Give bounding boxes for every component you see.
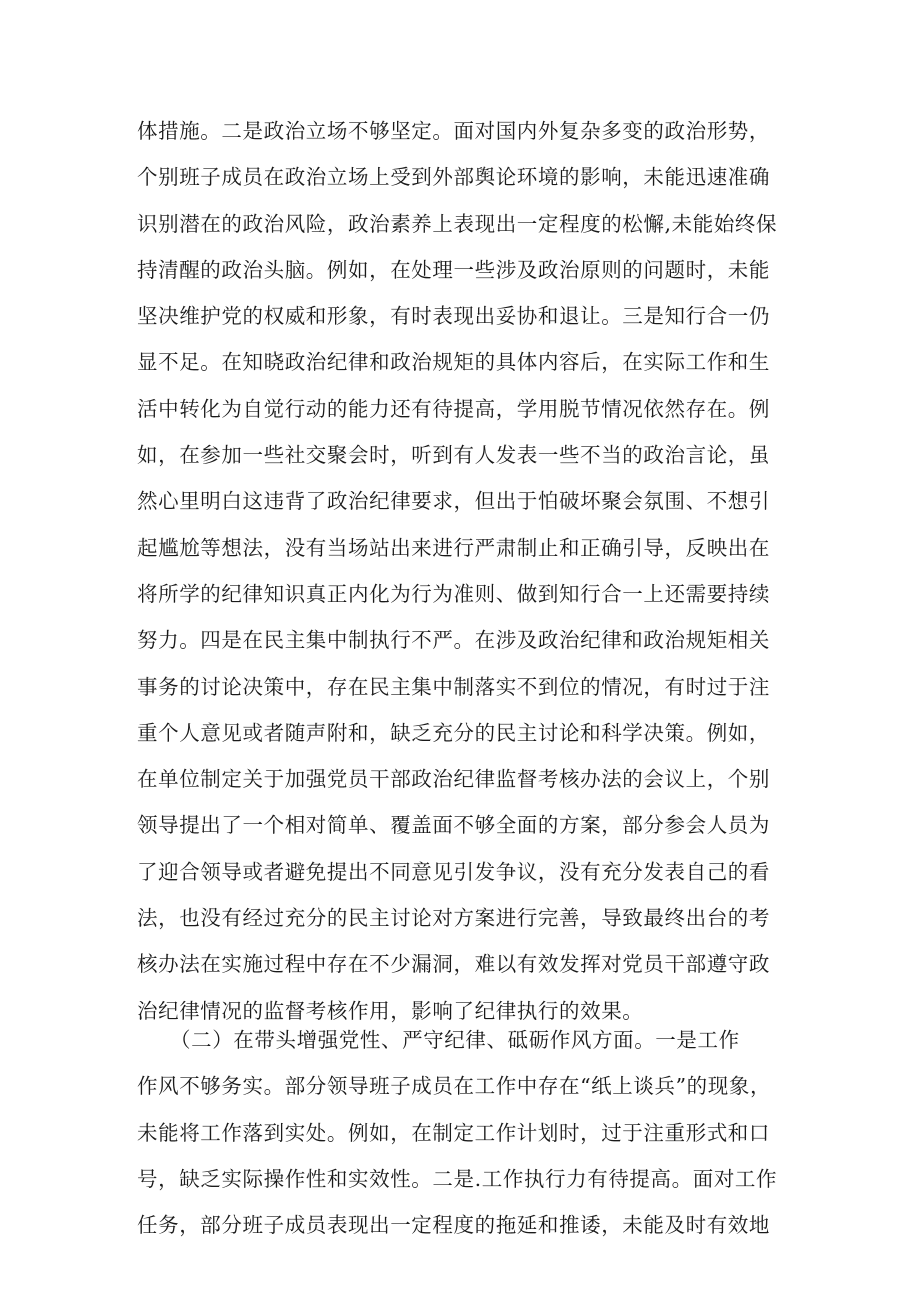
text-line: 治纪律情况的监督考核作用，影响了纪律执行的效果。 <box>137 998 644 1023</box>
text-line: 如，在参加一些社交聚会时，听到有人发表一些不当的政治言论，虽 <box>137 443 770 468</box>
text-line: 坚决维护党的权威和形象，有时表现出妥协和退让。三是知行合一仍 <box>137 304 770 329</box>
text-line: 领导提出了一个相对简单、覆盖面不够全面的方案，部分参会人员为 <box>137 813 770 838</box>
text-line: 识别潜在的政治风险，政治素养上表现出一定程度的松懈,未能始终保 <box>137 211 778 236</box>
text-line: 将所学的纪律知识真正内化为行为准则、做到知行合一上还需要持续 <box>137 581 770 606</box>
text-line: 起尴尬等想法，没有当场站出来进行严肃制止和正确引导，反映出在 <box>137 535 770 560</box>
text-line: 核办法在实施过程中存在不少漏洞，难以有效发挥对党员干部遵守政 <box>137 952 770 977</box>
paragraph-political-stance <box>137 108 797 1034</box>
text-line: 体措施。二是政治立场不够坚定。面对国内外复杂多变的政治形势， <box>137 119 770 143</box>
text-line: 任务，部分班子成员表现出一定程度的拖延和推诿，未能及时有效地 <box>137 1213 770 1238</box>
text-line: 事务的讨论决策中，存在民主集中制落实不到位的情况，有时过于注 <box>137 674 770 699</box>
text-line: 在单位制定关于加强党员干部政治纪律监督考核办法的会议上，个别 <box>137 767 770 792</box>
text-line: 号，缺乏实际操作性和实效性。二是.工作执行力有待提高。面对工作 <box>137 1166 778 1191</box>
paragraph-work-style <box>137 1017 797 1248</box>
text-line: 作风不够务实。部分领导班子成员在工作中存在“纸上谈兵”的现象， <box>137 1074 772 1099</box>
text-line: 持清醒的政治头脑。例如，在处理一些涉及政治原则的问题时，未能 <box>137 257 770 282</box>
text-line: 个别班子成员在政治立场上受到外部舆论环境的影响，未能迅速准确 <box>137 165 770 190</box>
text-line: 显不足。在知晓政治纪律和政治规矩的具体内容后，在实际工作和生 <box>137 350 770 375</box>
text-line: 了迎合领导或者避免提出不同意见引发争议，没有充分发表自己的看 <box>137 859 770 884</box>
text-line: 活中转化为自觉行动的能力还有待提高，学用脱节情况依然存在。例 <box>137 396 770 421</box>
section-heading-line: （二）在带头增强党性、严守纪律、砥砺作风方面。一是工作 <box>170 1028 740 1052</box>
text-line: 重个人意见或者随声附和，缺乏充分的民主讨论和科学决策。例如， <box>137 720 770 745</box>
text-line: 努力。四是在民主集中制执行不严。在涉及政治纪律和政治规矩相关 <box>137 628 770 653</box>
text-line: 法，也没有经过充分的民主讨论对方案进行完善，导致最终出台的考 <box>137 906 770 931</box>
text-line: 未能将工作落到实处。例如，在制定工作计划时，过于注重形式和口 <box>137 1120 770 1145</box>
text-line: 然心里明白这违背了政治纪律要求，但出于怕破坏聚会氛围、不想引 <box>137 489 770 514</box>
